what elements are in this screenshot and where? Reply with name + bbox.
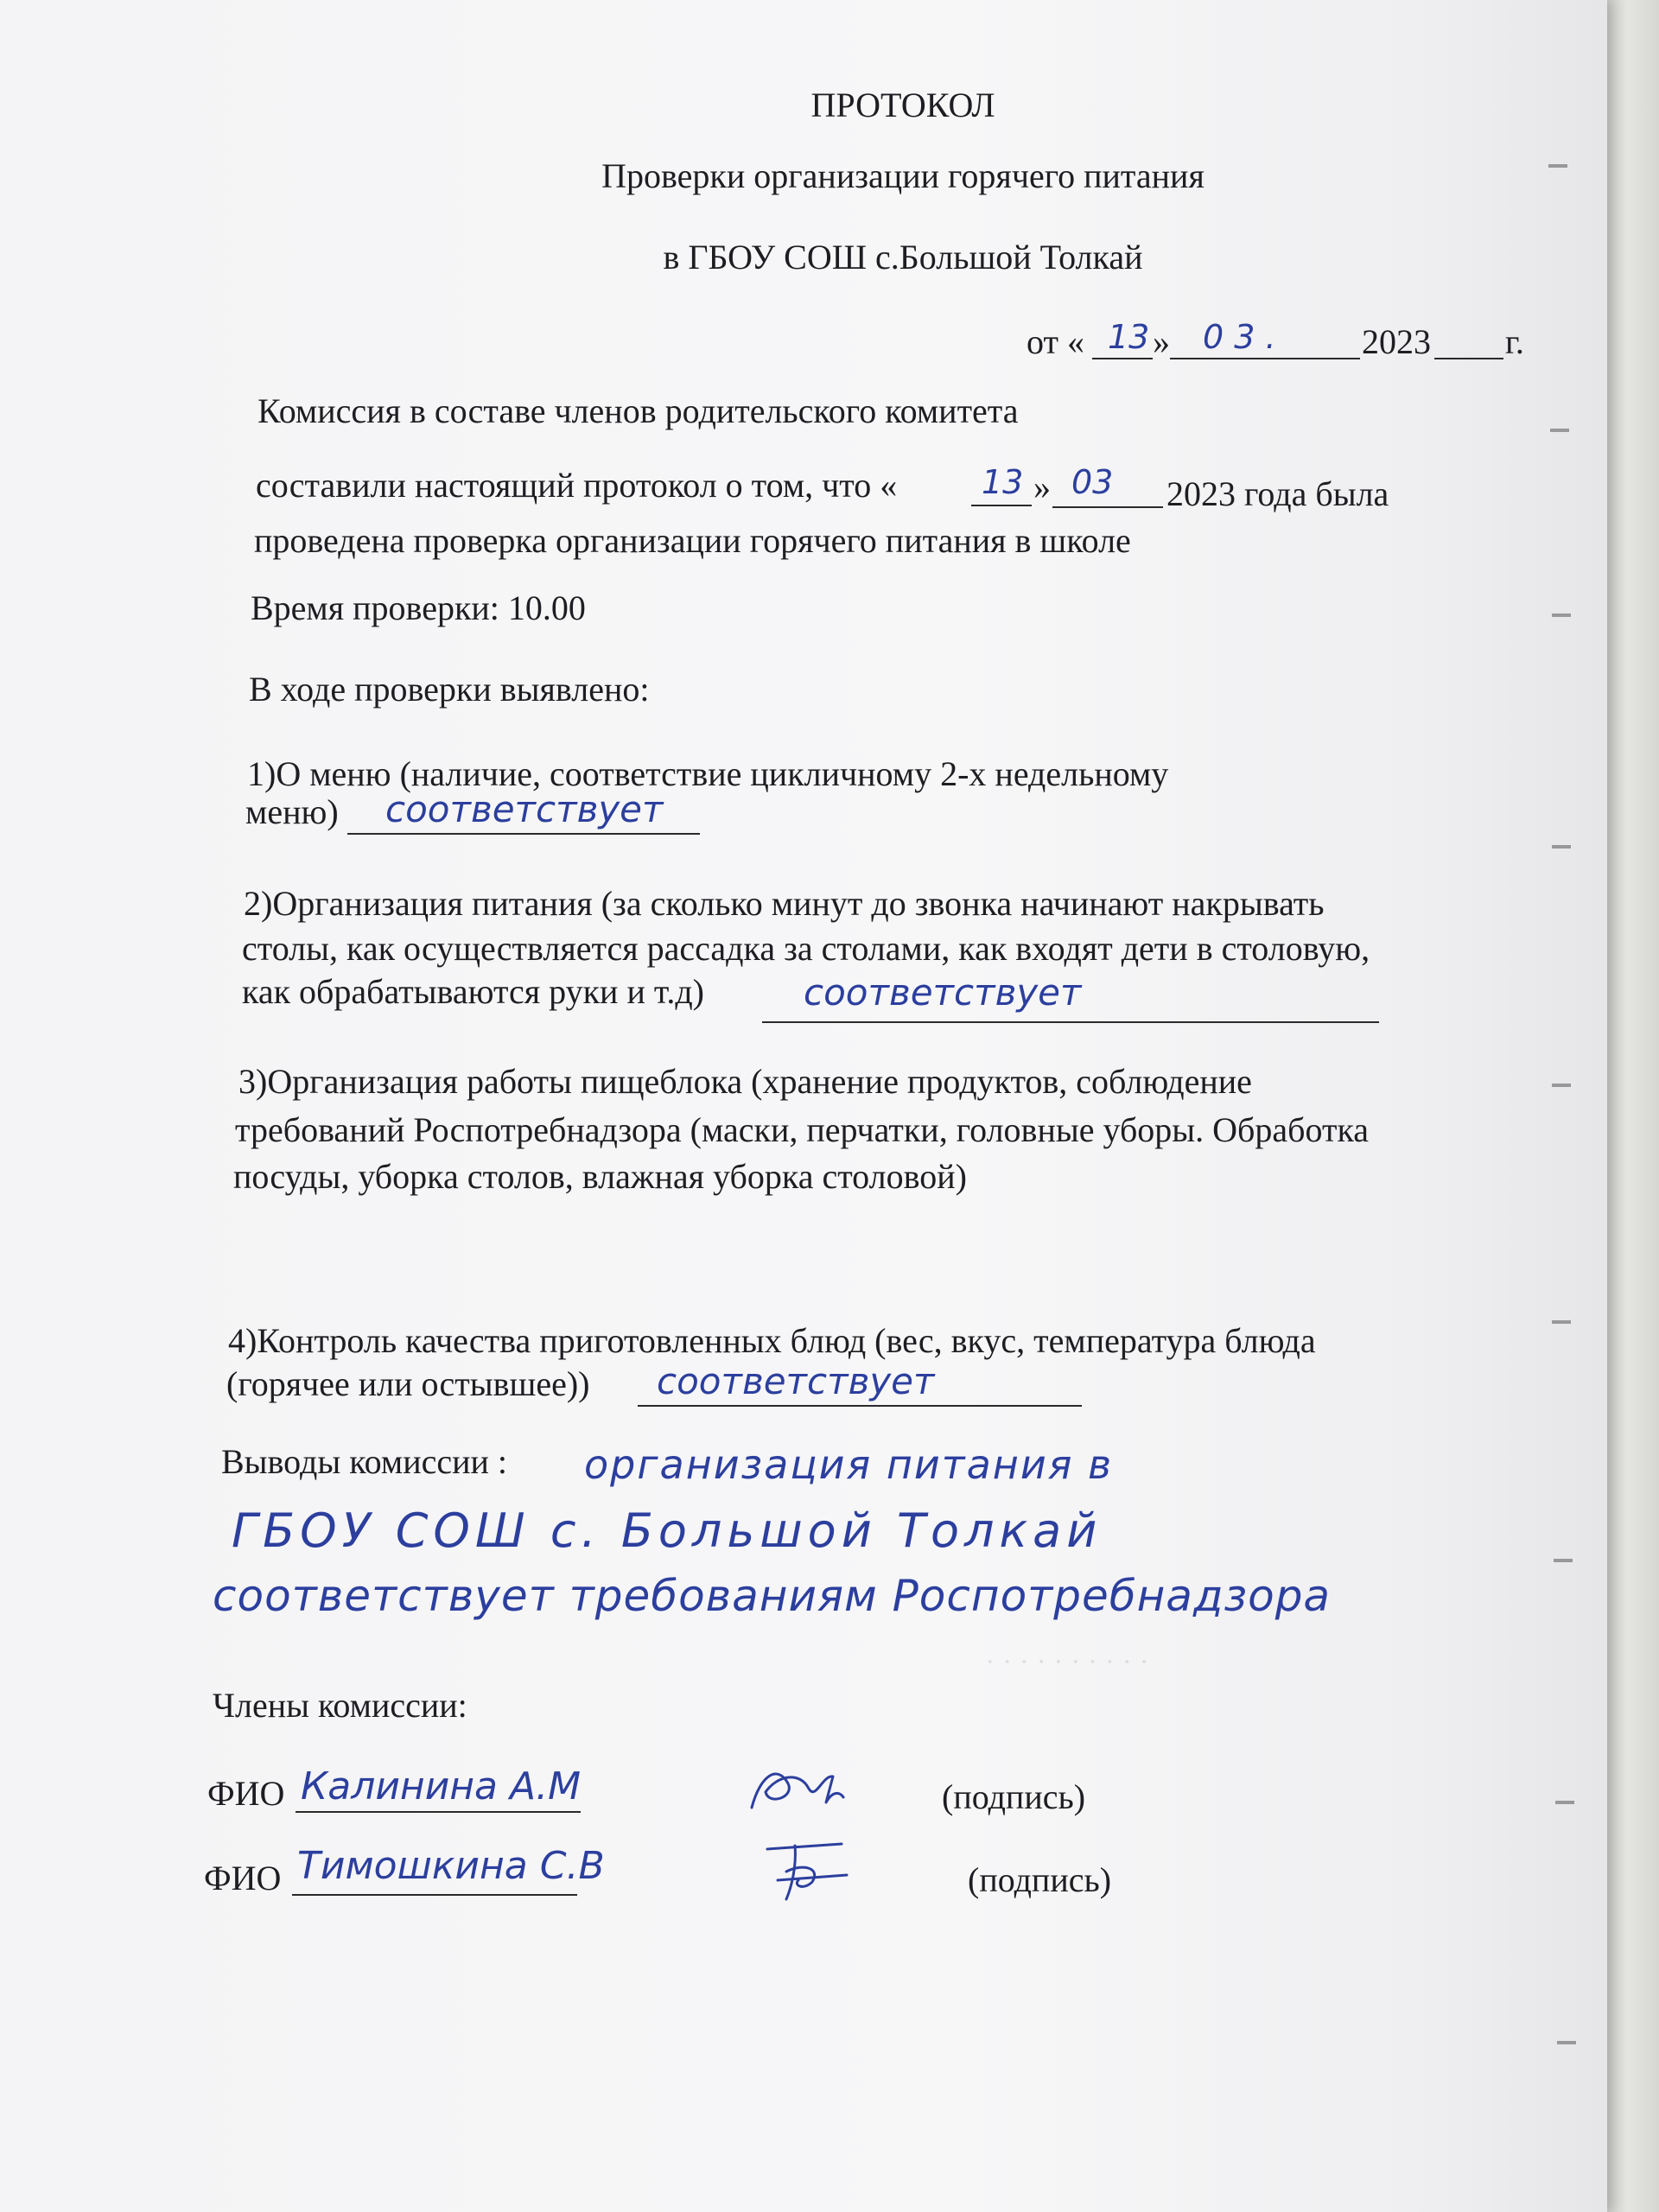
date-month-underline [1170,358,1360,359]
date-day-underline [1092,358,1153,359]
found-heading: В ходе проверки выявлено: [249,670,650,709]
item-2-line-2: столы, как осуществляется рассадка за столами, как входят дети в столовую, [242,929,1370,968]
item-1-line-2: меню) [245,792,339,831]
member-2-name-underline [292,1894,577,1896]
margin-mark [1550,429,1569,432]
item-4-answer-handwritten: соответствует [657,1360,935,1402]
member-2-signature-label: (подпись) [968,1860,1112,1899]
paper-edge-background [1607,0,1659,2212]
item-2-line-1: 2)Организация питания (за сколько минут до звонка начинают накрывать [244,884,1325,923]
member-2-name-handwritten: Тимошкина С.В [297,1844,605,1888]
intro-line-2-prefix: составили настоящий протокол о том, что « [256,466,898,505]
member-1-fio-label: ФИО [207,1774,285,1813]
item-2-answer-underline [762,1021,1379,1023]
margin-mark [1554,1559,1573,1562]
intro-line-2-suffix: 2023 года была [1166,474,1389,513]
intro-month-underline [1052,506,1163,508]
intro-line-3: проведена проверка организации горячего питания в школе [254,521,1131,560]
item-4-line-2: (горячее или остывшее)) [226,1364,590,1403]
margin-mark [1555,1801,1574,1804]
item-1-answer-handwritten: соответствует [385,788,664,830]
conclusion-handwritten-line-1: организация питания в [584,1441,1114,1488]
member-1-name-handwritten: Калинина А.М [301,1764,582,1808]
document-subtitle: Проверки организации горячего питания [601,156,1205,195]
item-1-line-1: 1)О меню (наличие, соответствие цикличному 2-х недельному [247,754,1169,793]
date-suffix: г. [1505,322,1524,361]
intro-month-handwritten: 03 [1071,463,1114,501]
intro-line-2-mid: » [1033,467,1051,506]
document-title: ПРОТОКОЛ [810,86,995,124]
conclusion-label: Выводы комиссии : [221,1442,508,1481]
member-1-signature [743,1758,847,1818]
intro-line-1: Комиссия в составе членов родительского комитета [257,391,1019,430]
margin-mark [1552,1320,1571,1324]
item-2-answer-handwritten: соответствует [804,971,1082,1014]
member-2-fio-label: ФИО [204,1859,282,1897]
date-year-underline [1434,358,1503,359]
date-month-handwritten: 0 3 . [1203,318,1276,356]
margin-mark [1557,2041,1576,2044]
item-3-line-3: посуды, уборка столов, влажная уборка столовой) [233,1157,967,1196]
school-name: в ГБОУ СОШ с.Большой Толкай [663,238,1143,276]
margin-mark [1548,164,1567,168]
item-3-line-1: 3)Организация работы пищеблока (хранение продуктов, соблюдение [238,1062,1252,1101]
show-through-text: · · · · · · · · · · [985,1646,1149,1678]
item-4-answer-underline [638,1405,1082,1407]
margin-mark [1552,845,1571,849]
members-label: Члены комиссии: [213,1686,467,1725]
margin-mark [1552,613,1571,617]
member-1-name-underline [296,1811,581,1813]
date-prefix: от « [1027,322,1084,361]
item-4-line-1: 4)Контроль качества приготовленных блюд (вес, вкус, температура блюда [228,1321,1316,1360]
date-day-handwritten: 13 [1108,318,1150,356]
intro-day-handwritten: 13 [982,463,1024,501]
item-1-answer-underline [347,833,700,835]
check-time: Время проверки: 10.00 [251,588,586,627]
conclusion-handwritten-line-3: соответствует требованиям Роспотребнадзора [213,1571,1332,1621]
item-2-line-3: как обрабатываются руки и т.д) [242,972,704,1011]
date-mid: » [1153,322,1170,361]
conclusion-handwritten-line-2: ГБОУ СОШ с. Большой Толкай [232,1503,1103,1558]
member-1-signature-label: (подпись) [942,1777,1086,1816]
member-2-signature [760,1837,855,1906]
margin-mark [1552,1084,1571,1087]
date-year: 2023 [1362,322,1431,361]
intro-day-underline [971,505,1032,506]
item-3-line-2: требований Роспотребнадзора (маски, перчатки, головные уборы. Обработка [235,1110,1370,1149]
